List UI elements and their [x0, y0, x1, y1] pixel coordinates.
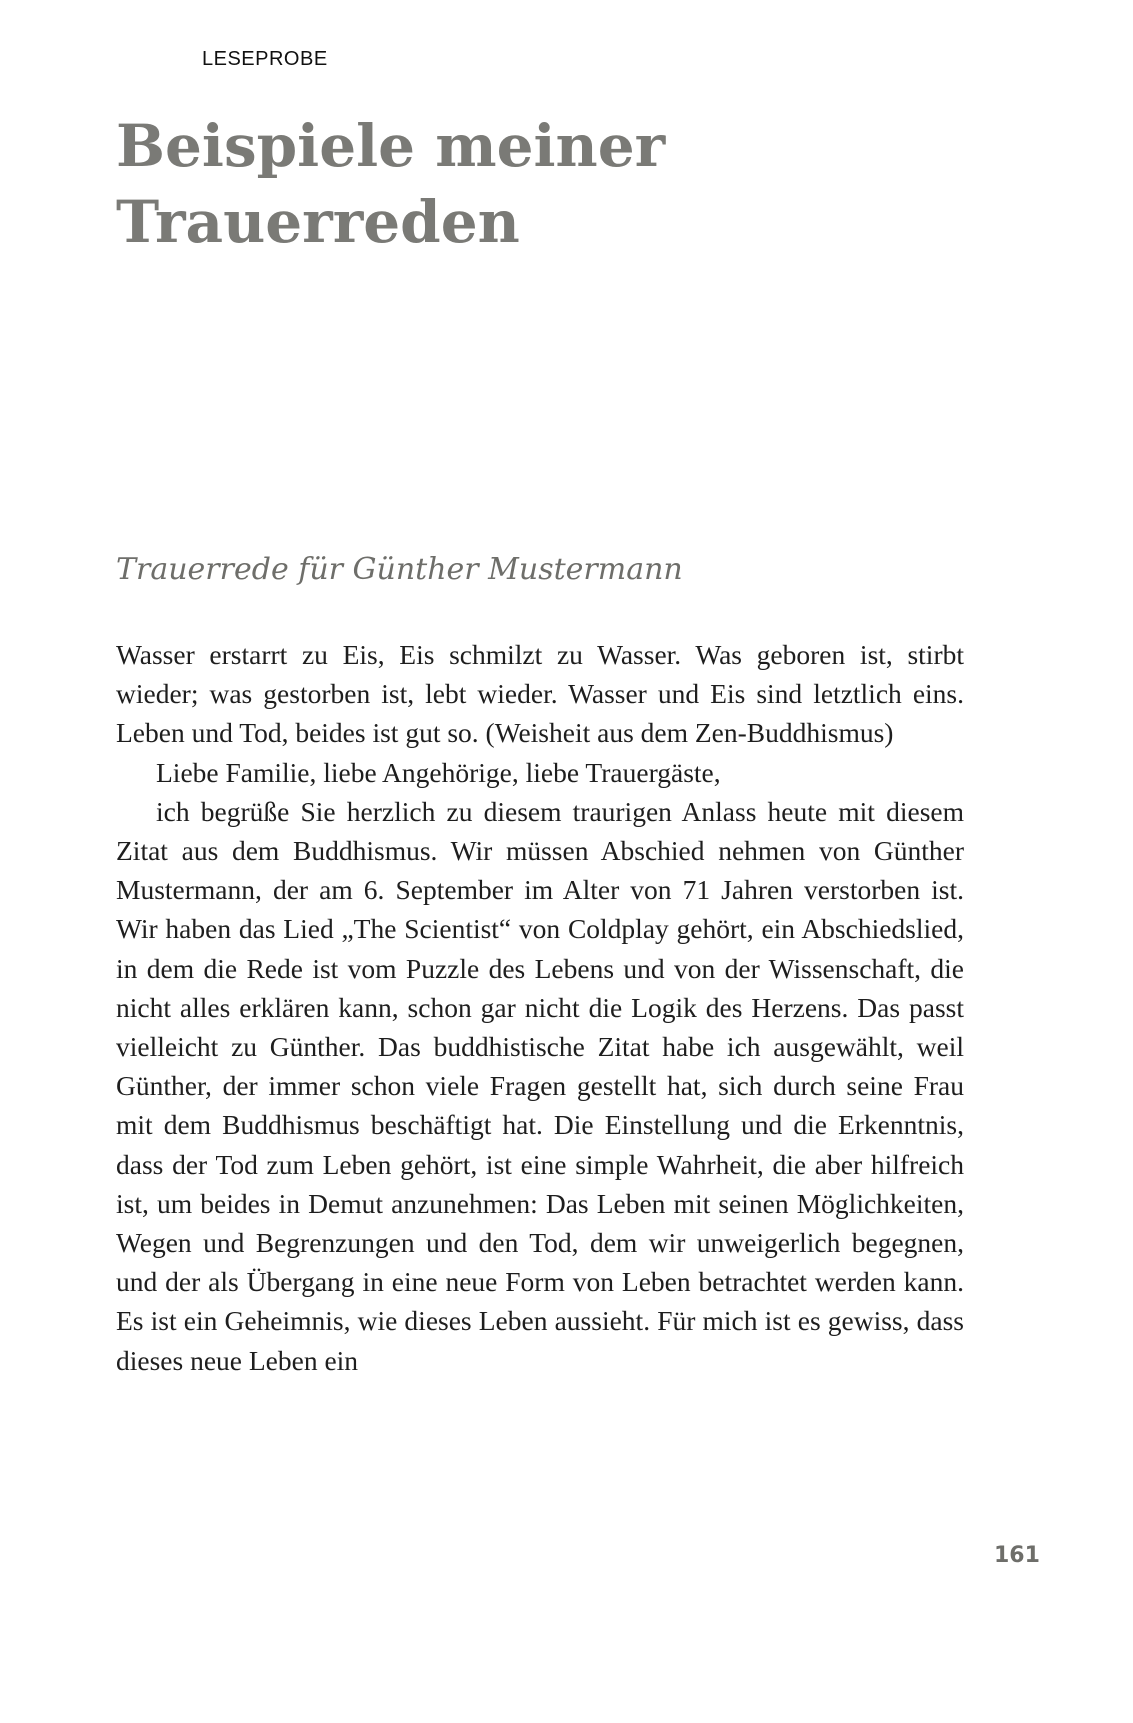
paragraph-salutation: Liebe Familie, liebe Angehörige, liebe Trauergäste,	[156, 756, 721, 788]
chapter-title-line-1: Beispiele meiner	[116, 112, 666, 180]
chapter-title-line-2: Trauerreden	[116, 188, 520, 256]
page-number: 161	[994, 1543, 1040, 1568]
chapter-title	[116, 108, 936, 260]
excerpt-label: LESEPROBE	[202, 48, 328, 70]
body-text	[116, 635, 964, 1380]
paragraph-epigraph: Wasser erstarrt zu Eis, Eis schmilzt zu Wasser. Was geboren ist, stirbt wieder; was gestorben ist, lebt wieder. Wasser und Eis sind letztlich eins. Leben und Tod, beides ist gut so. (Weisheit aus dem Zen-Buddhismus)	[116, 639, 964, 749]
paragraph-main: ich begrüße Sie herzlich zu diesem traurigen Anlass heute mit diesem Zitat aus dem Buddhismus. Wir müssen Abschied nehmen von Günther Mustermann, der am 6. September im Alter von 71 Jahren verstorben ist. Wir haben das Lied „The Scientist“ von Coldplay gehört, ein Abschiedslied, in dem die Rede ist vom Puzzle des Lebens und von der Wissenschaft, die nicht alles erklären kann, schon gar nicht die Logik des Herzens. Das passt vielleicht zu Günther. Das buddhistische Zitat habe ich ausgewählt, weil Günther, der immer schon viele Fragen gestellt hat, sich durch seine Frau mit dem Buddhismus beschäftigt hat. Die Einstellung und die Erkenntnis, dass der Tod zum Leben gehört, ist eine simple Wahrheit, die aber hilfreich ist, um beides in Demut anzunehmen: Das Leben mit seinen Möglichkeiten, Wegen und Begrenzungen und den Tod, dem wir unweigerlich begegnen, und der als Übergang in eine neue Form von Leben betrachtet werden kann. Es ist ein Geheimnis, wie dieses Leben aussieht. Für mich ist es gewiss, dass dieses neue Leben ein	[116, 795, 964, 1376]
section-title: Trauerrede für Günther Mustermann	[116, 552, 683, 587]
